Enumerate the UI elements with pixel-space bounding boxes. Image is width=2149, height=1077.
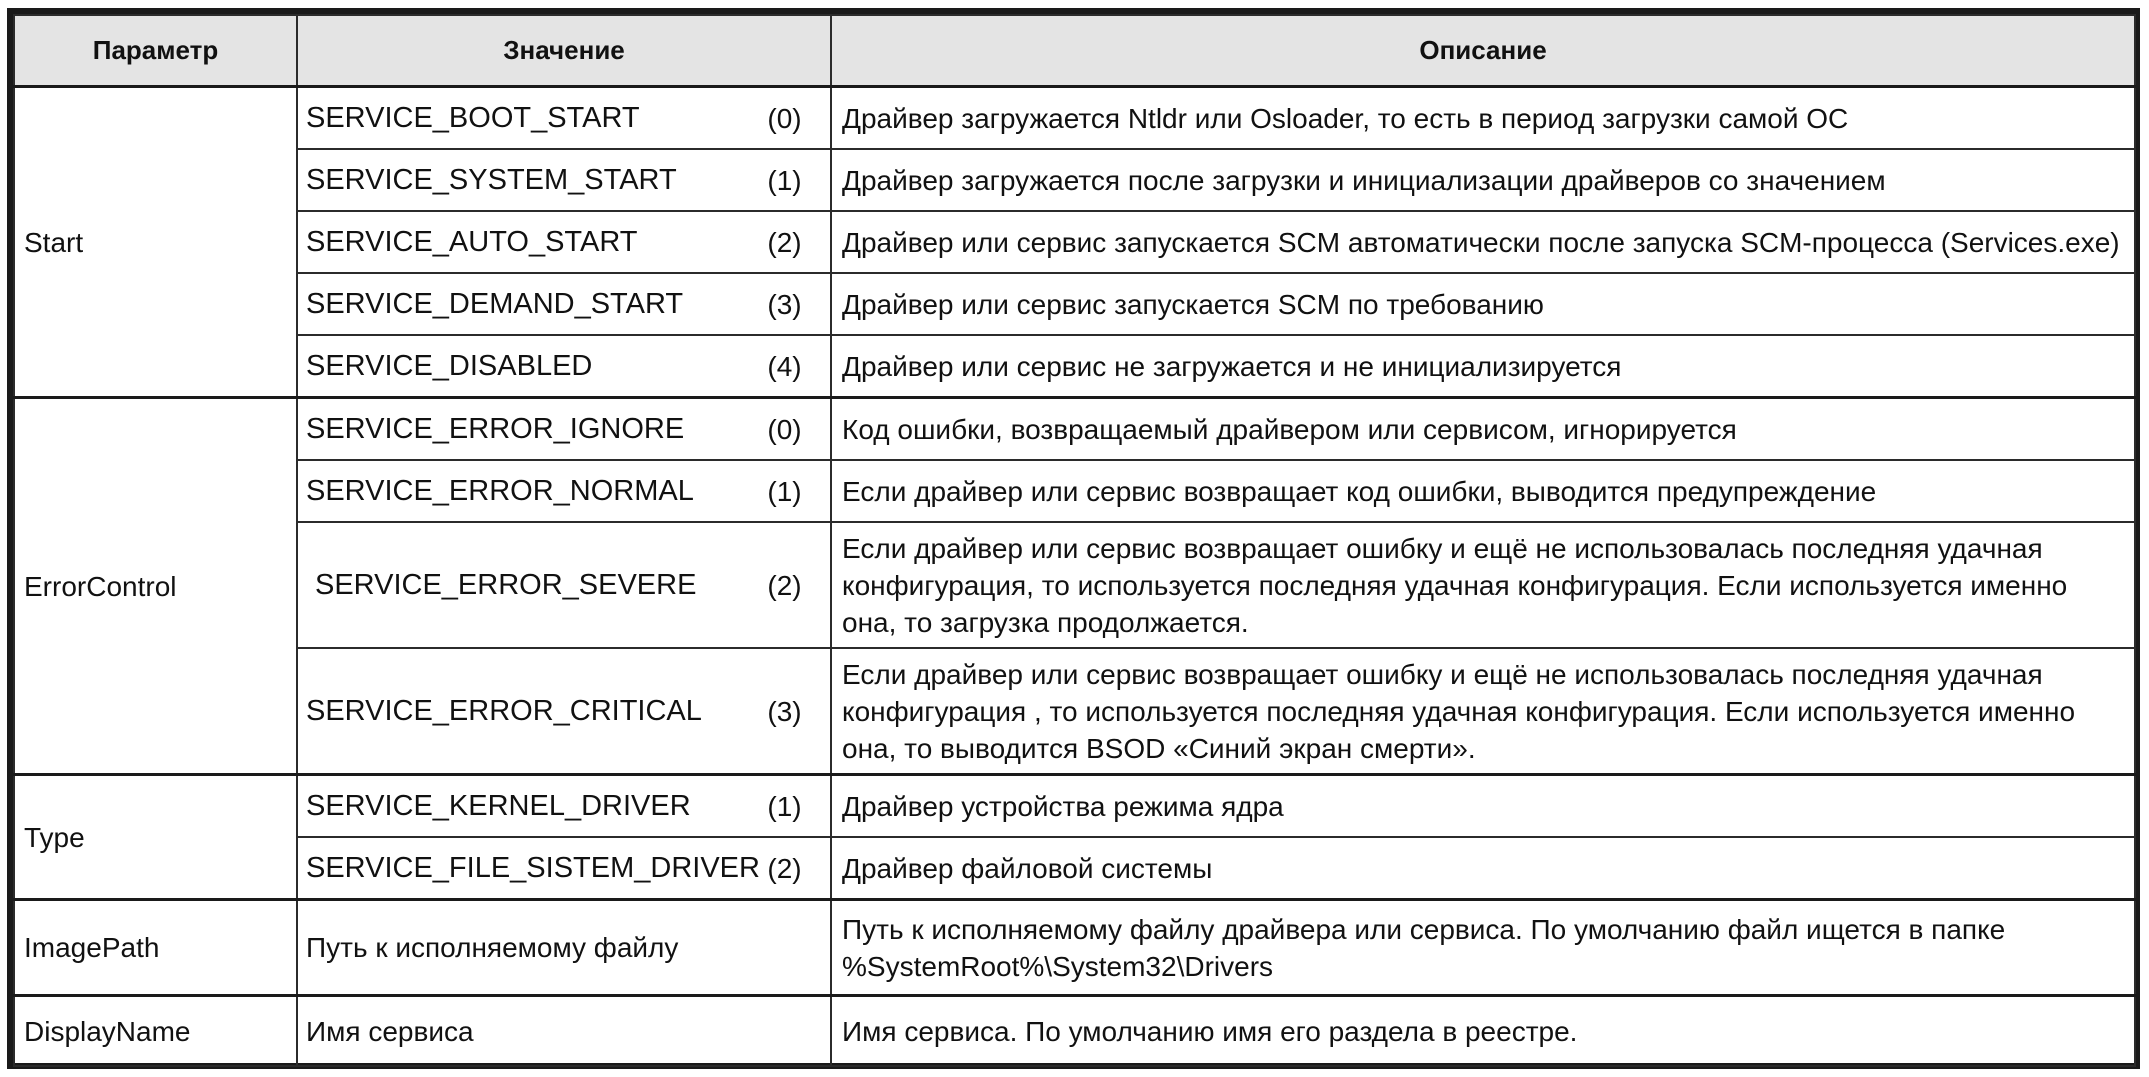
table-row bbox=[14, 522, 2135, 648]
table-row bbox=[14, 900, 2135, 996]
table-row bbox=[14, 996, 2135, 1067]
description: Драйвер устройства режима ядра bbox=[831, 775, 2135, 838]
value-code: (0) bbox=[739, 398, 831, 461]
registry-parameters-table-frame bbox=[7, 8, 2140, 1069]
table-row bbox=[14, 87, 2135, 150]
value-code: (0) bbox=[739, 87, 831, 150]
description: Драйвер или сервис не загружается и не инициализируется bbox=[831, 335, 2135, 398]
value-name: SERVICE_ERROR_CRITICAL bbox=[297, 648, 739, 775]
param-display-name: DisplayName bbox=[14, 996, 297, 1067]
value-code: (2) bbox=[739, 837, 831, 900]
description: Имя сервиса. По умолчанию имя его раздела в реестре. bbox=[831, 996, 2135, 1067]
value-name: SERVICE_DISABLED bbox=[297, 335, 739, 398]
table-row bbox=[14, 775, 2135, 838]
value-code: (3) bbox=[739, 648, 831, 775]
table-header-row bbox=[14, 15, 2135, 87]
value-name: SERVICE_FILE_SISTEM_DRIVER bbox=[297, 837, 739, 900]
value-name: SERVICE_SYSTEM_START bbox=[297, 149, 739, 211]
value-code: (1) bbox=[739, 775, 831, 838]
description: Драйвер загружается после загрузки и инициализации драйверов со значением bbox=[831, 149, 2135, 211]
registry-parameters-table bbox=[13, 14, 2136, 1067]
table-row bbox=[14, 335, 2135, 398]
table-row bbox=[14, 460, 2135, 522]
value-text: Имя сервиса bbox=[297, 996, 831, 1067]
description: Драйвер или сервис запускается SCM по требованию bbox=[831, 273, 2135, 335]
value-name: SERVICE_KERNEL_DRIVER bbox=[297, 775, 739, 838]
value-code: (3) bbox=[739, 273, 831, 335]
value-name: SERVICE_DEMAND_START bbox=[297, 273, 739, 335]
description: Код ошибки, возвращаемый драйвером или сервисом, игнорируется bbox=[831, 398, 2135, 461]
param-start: Start bbox=[14, 87, 297, 398]
param-error-control: ErrorControl bbox=[14, 398, 297, 775]
value-name: SERVICE_ERROR_SEVERE bbox=[297, 522, 739, 648]
value-code: (2) bbox=[739, 211, 831, 273]
description: Драйвер файловой системы bbox=[831, 837, 2135, 900]
table-row bbox=[14, 149, 2135, 211]
value-name: SERVICE_AUTO_START bbox=[297, 211, 739, 273]
header-value: Значение bbox=[297, 15, 831, 87]
description: Драйвер или сервис запускается SCM автоматически после запуска SCM-процесса (Services.exe) bbox=[831, 211, 2135, 273]
table-row bbox=[14, 211, 2135, 273]
param-type: Type bbox=[14, 775, 297, 900]
value-text: Путь к исполняемому файлу bbox=[297, 900, 831, 996]
value-name: SERVICE_BOOT_START bbox=[297, 87, 739, 150]
header-description: Описание bbox=[831, 15, 2135, 87]
value-code: (4) bbox=[739, 335, 831, 398]
table-row bbox=[14, 837, 2135, 900]
description: Если драйвер или сервис возвращает ошибку и ещё не использовалась последняя удачная конфигурация, то используется последняя удачная конфигурация. Если используется именно она, то загрузка продолжается. bbox=[831, 522, 2135, 648]
description: Если драйвер или сервис возвращает код ошибки, выводится предупреждение bbox=[831, 460, 2135, 522]
description: Если драйвер или сервис возвращает ошибку и ещё не использовалась последняя удачная конфигурация , то используется последняя удачная конфигурация. Если используется именно она, то выводится BSOD «Синий экран смерти». bbox=[831, 648, 2135, 775]
table-row bbox=[14, 273, 2135, 335]
value-code: (2) bbox=[739, 522, 831, 648]
header-param: Параметр bbox=[14, 15, 297, 87]
table-row bbox=[14, 648, 2135, 775]
value-code: (1) bbox=[739, 460, 831, 522]
value-code: (1) bbox=[739, 149, 831, 211]
description: Драйвер загружается Ntldr или Osloader, то есть в период загрузки самой ОС bbox=[831, 87, 2135, 150]
param-image-path: ImagePath bbox=[14, 900, 297, 996]
table-row bbox=[14, 398, 2135, 461]
description: Путь к исполняемому файлу драйвера или сервиса. По умолчанию файл ищется в папке %SystemRoot%\System32\Drivers bbox=[831, 900, 2135, 996]
value-name: SERVICE_ERROR_NORMAL bbox=[297, 460, 739, 522]
value-name: SERVICE_ERROR_IGNORE bbox=[297, 398, 739, 461]
